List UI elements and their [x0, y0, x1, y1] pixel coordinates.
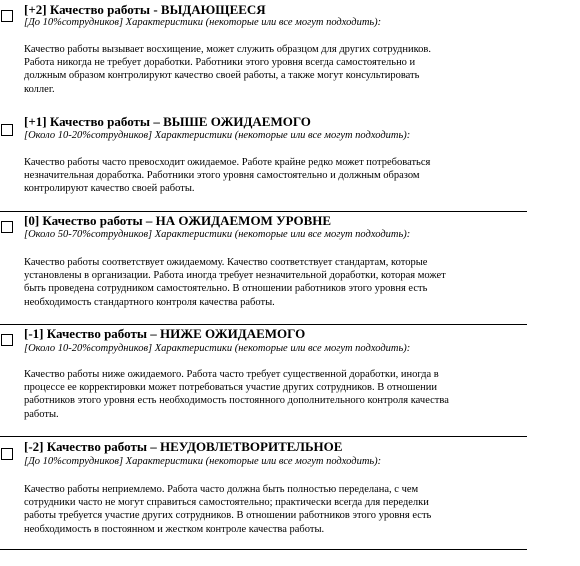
body-line: Качество работы вызывает восхищение, может служить образцом для других сотрудников. [24, 44, 432, 55]
section-body [24, 256, 524, 309]
section-title: [+2] Качество работы - ВЫДАЮЩЕЕСЯ [24, 2, 266, 17]
body-line: Качество работы неприемлемо. Работа часто должна быть полностью переделана, с чем [24, 484, 419, 495]
body-line: сотрудники часто не могут справиться самостоятельно; практически всегда для переделки [24, 497, 429, 509]
rating-checkbox[interactable] [1, 448, 13, 460]
rating-checkbox[interactable] [1, 10, 13, 22]
body-line: необходимость стандартного контроля качества работы. [24, 296, 275, 308]
section-divider [0, 211, 527, 212]
body-line: установлены в организации. Работа иногда требует незначительной доработки, которая может [24, 270, 446, 282]
section-subtitle: [Около 50-70%сотрудников] Характеристики (некоторые или все могут подходить): [24, 229, 411, 240]
body-line: работы требуется участие других сотрудников. В отношении работников этого уровня есть [24, 510, 432, 522]
section-body [24, 368, 524, 421]
body-line: должным образом контролируют качество своей работы, а также могут консультировать [24, 70, 420, 82]
rating-checkbox[interactable] [1, 124, 13, 136]
section-title: [-2] Качество работы – НЕУДОВЛЕТВОРИТЕЛЬНОЕ [24, 439, 343, 454]
section-title: [0] Качество работы – НА ОЖИДАЕМОМ УРОВНЕ [24, 213, 332, 228]
section-subtitle: [Около 10-20%сотрудников] Характеристики (некоторые или все могут подходить): [24, 343, 411, 354]
section-body [24, 43, 524, 96]
body-line: коллег. [24, 83, 55, 95]
body-line: работы. [24, 408, 59, 420]
body-line: быть проведена сотрудником самостоятельно. В отношении работников этого уровня есть [24, 283, 428, 295]
body-line: Работа никогда не требует доработки. Работники этого уровня всегда самостоятельно и [24, 57, 416, 69]
body-line: незначительная доработка. Работники этого уровня самостоятельно и должным образом [24, 170, 420, 182]
body-line: Качество работы часто превосходит ожидаемое. Работе крайне редко может потребоваться [24, 157, 431, 168]
section-body [24, 156, 524, 196]
section-divider [0, 549, 527, 550]
section-title: [-1] Качество работы – НИЖЕ ОЖИДАЕМОГО [24, 326, 306, 341]
body-line: необходимость в постоянном и жестком контроле качества работы. [24, 523, 325, 535]
section-divider [0, 436, 527, 437]
body-line: контролируют качество своей работы. [24, 183, 195, 195]
section-body [24, 483, 524, 536]
section-subtitle: [Около 10-20%сотрудников] Характеристики (некоторые или все могут подходить): [24, 130, 411, 141]
body-line: Качество работы ниже ожидаемого. Работа часто требует существенной доработки, иногда в [24, 369, 439, 380]
body-line: работников этого уровня есть необходимость постоянного дополнительного контроля качества [24, 395, 449, 407]
body-line: процессе ее корректировки может потребоваться участие других сотрудников. В отношении [24, 382, 438, 394]
section-title: [+1] Качество работы – ВЫШЕ ОЖИДАЕМОГО [24, 114, 311, 129]
section-divider [0, 324, 527, 325]
rating-checkbox[interactable] [1, 334, 13, 346]
body-line: Качество работы соответствует ожидаемому. Качество соответствует стандартам, которые [24, 257, 428, 268]
rating-checkbox[interactable] [1, 221, 13, 233]
section-subtitle: [До 10%сотрудников] Характеристики (некоторые или все могут подходить): [24, 17, 382, 28]
section-subtitle: [До 10%сотрудников] Характеристики (некоторые или все могут подходить): [24, 456, 382, 467]
